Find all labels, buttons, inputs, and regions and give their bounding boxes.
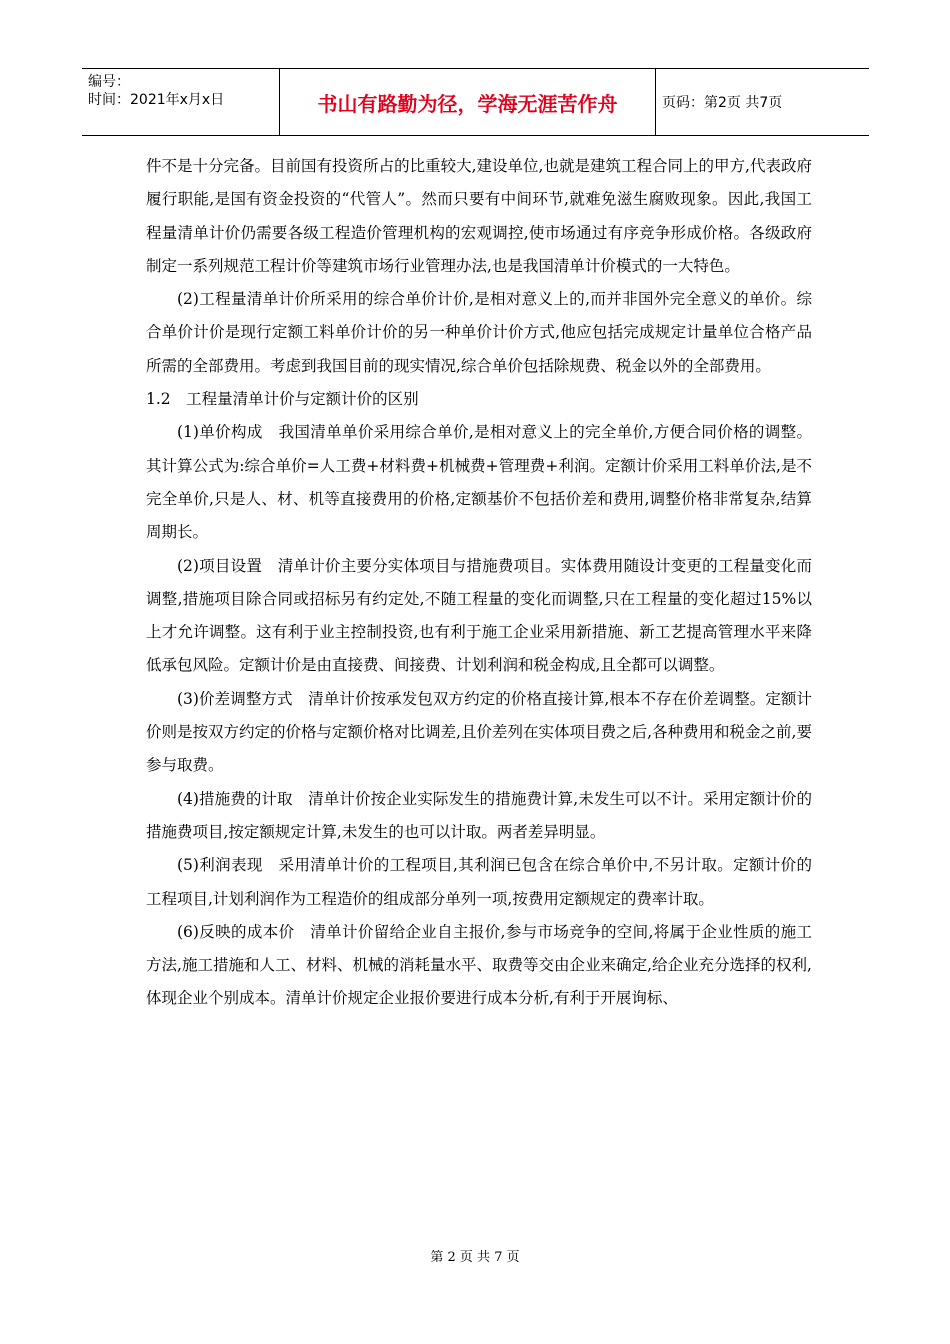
time-label: 时间：2021年x月x日	[88, 92, 225, 108]
header-motto: 书山有路勤为径，学海无涯苦作舟	[280, 69, 656, 135]
paragraph: (6)反映的成本价 清单计价留给企业自主报价,参与市场竞争的空间,将属于企业性质的施工方法,施工措施和人工、材料、机械的消耗量水平、取费等交由企业来确定,给企业充分选择的权利,体现企业个别成本。清单计价规定企业报价要进行成本分析,有利于开展询标、	[146, 922, 812, 1008]
paragraph: (3)价差调整方式 清单计价按承发包双方约定的价格直接计算,根本不存在价差调整。定额计价则是按双方约定的价格与定额价格对比调差,且价差列在实体项目费之后,各种费用和税金之前,要参与取费。	[146, 689, 812, 775]
page-footer: 第 2 页 共 7 页	[430, 1250, 520, 1265]
paragraph: 件不是十分完备。目前国有投资所占的比重较大,建设单位,也就是建筑工程合同上的甲方,代表政府履行职能,是国有资金投资的“代管人”。然而只要有中间环节,就难免滋生腐败现象。因此,我国工程量清单计价仍需要各级工程造价管理机构的宏观调控,使市场通过有序竞争形成价格。各级政府制定一系列规范工程计价等建筑市场行业管理办法,也是我国清单计价模式的一大特色。	[146, 157, 812, 275]
document-body	[146, 150, 812, 1016]
page-header	[82, 68, 869, 136]
number-label: 编号：	[88, 74, 130, 90]
paragraph: (5)利润表现 采用清单计价的工程项目,其利润已包含在综合单价中,不另计取。定额计价的工程项目,计划利润作为工程造价的组成部分单列一项,按费用定额规定的费率计取。	[146, 856, 812, 908]
paragraph: (2)项目设置 清单计价主要分实体项目与措施费项目。实体费用随设计变更的工程量变化而调整,措施项目除合同或招标另有约定处,不随工程量的变化而调整,只在工程量的变化超过15%以上才允许调整。这有利于业主控制投资,也有利于施工企业采用新措施、新工艺提高管理水平来降低承包风险。定额计价是由直接费、间接费、计划利润和税金构成,且全都可以调整。	[146, 556, 812, 675]
header-info-cell	[82, 69, 280, 135]
paragraph: (1)单价构成 我国清单单价采用综合单价,是相对意义上的完全单价,方便合同价格的调整。其计算公式为:综合单价=人工费+材料费+机械费+管理费+利润。定额计价采用工料单价法,是不完全单价,只是人、材、机等直接费用的价格,定额基价不包括价差和费用,调整价格非常复杂,结算周期长。	[146, 423, 812, 542]
paragraph: (2)工程量清单计价所采用的综合单价计价,是相对意义上的,而并非国外完全意义的单价。综合单价计价是现行定额工料单价计价的另一种单价计价方式,他应包括完成规定计量单位合格产品所需的全部费用。考虑到我国目前的现实情况,综合单价包括除规费、税金以外的全部费用。	[146, 290, 812, 375]
paragraph: (4)措施费的计取 清单计价按企业实际发生的措施费计算,未发生可以不计。采用定额计价的措施费项目,按定额规定计算,未发生的也可以计取。两者差异明显。	[146, 789, 812, 841]
header-page-code: 页码：第2页 共7页	[662, 95, 783, 111]
section-heading: 1.2 工程量清单计价与定额计价的区别	[146, 390, 419, 409]
